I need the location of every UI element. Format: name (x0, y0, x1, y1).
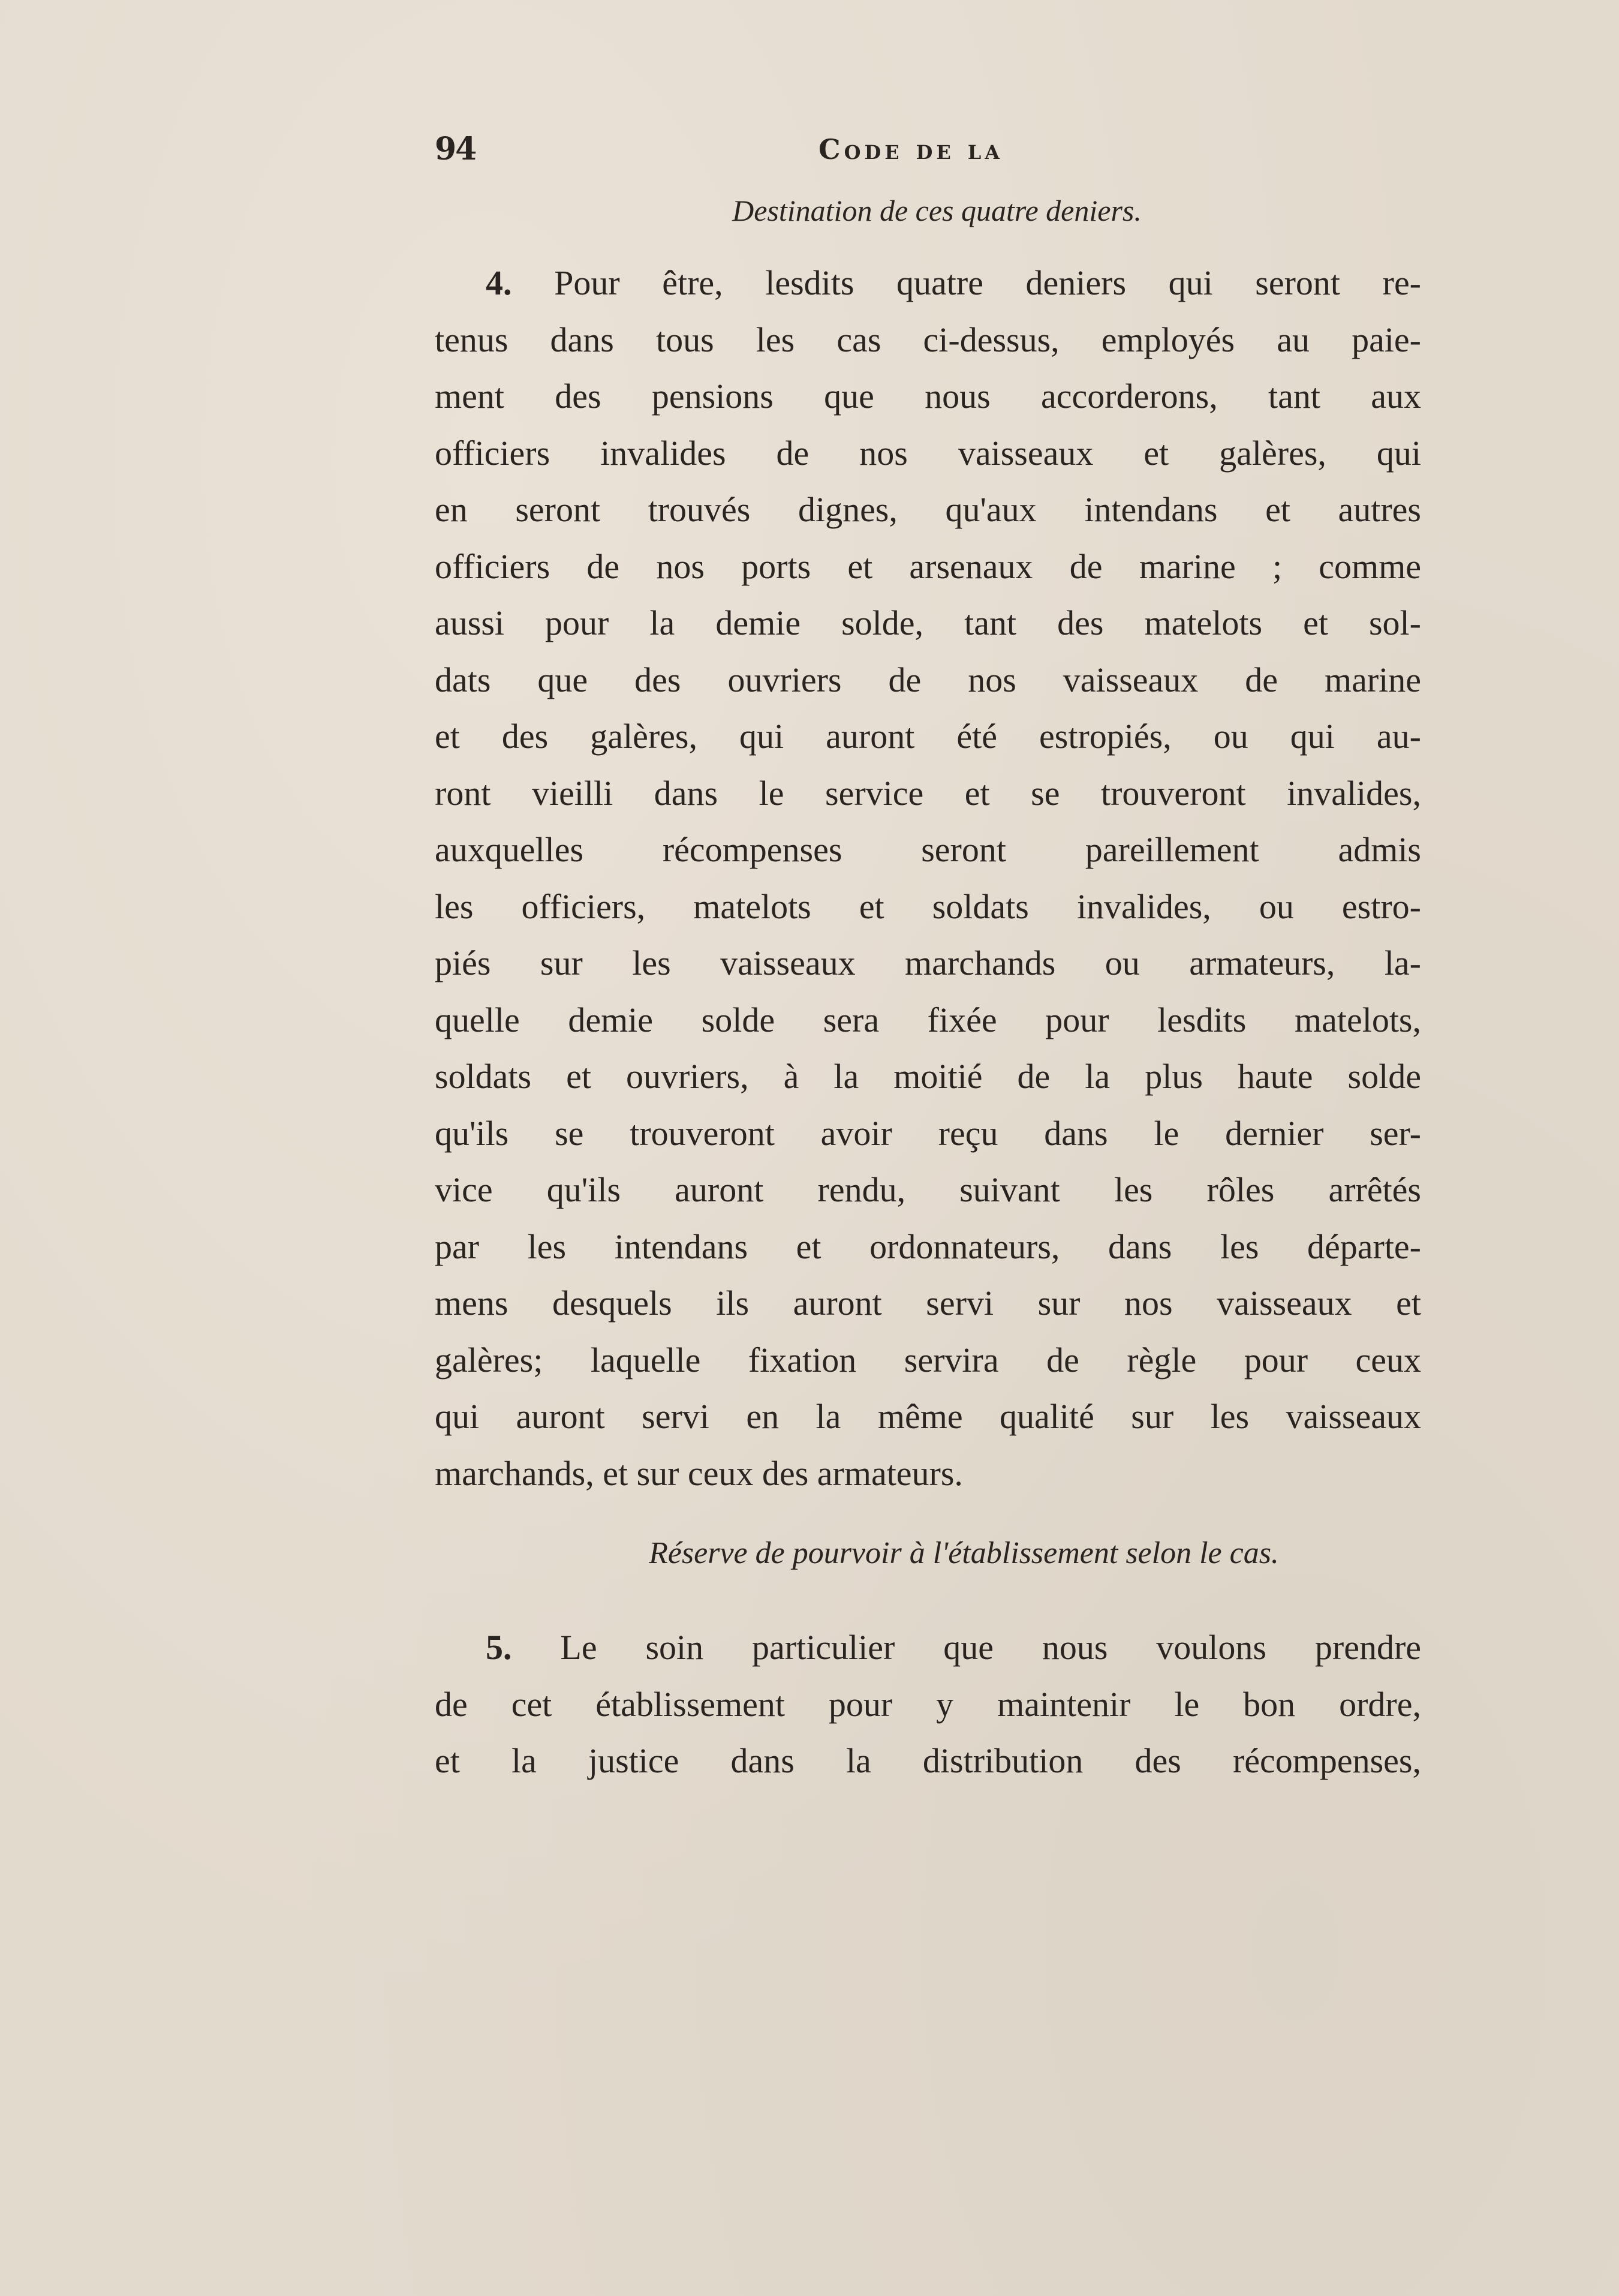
text-line: marchands, et sur ceux des armateurs. (435, 1453, 963, 1493)
text-line: les officiers, matelots et soldats invalides, ou estro- (435, 886, 1421, 926)
section-heading-destination: Destination de ces quatre deniers. (732, 194, 1142, 227)
article-number: 5. (486, 1628, 512, 1667)
section-heading-reserve: Réserve de pourvoir à l'établissement selon le cas. (649, 1536, 1279, 1570)
text-line: piés sur les vaisseaux marchands ou armateurs, la- (435, 943, 1421, 982)
text-line: vice qu'ils auront rendu, suivant les rôles arrêtés (435, 1170, 1421, 1209)
text-line: qu'ils se trouveront avoir reçu dans le dernier ser- (435, 1113, 1421, 1153)
text-line: auxquelles récompenses seront pareillement admis (435, 830, 1421, 869)
running-title: Code de la (818, 133, 1004, 166)
text-line: par les intendans et ordonnateurs, dans les départe- (435, 1227, 1421, 1266)
text-line: officiers invalides de nos vaisseaux et galères, qui (435, 433, 1421, 473)
article-number: 4. (486, 263, 512, 302)
article-4 (435, 255, 1421, 1502)
text-line: officiers de nos ports et arsenaux de marine ; comme (435, 546, 1421, 586)
text-line: 4. Pour être, lesdits quatre deniers qui seront re- (486, 263, 1421, 302)
text-line: 5. Le soin particulier que nous voulons prendre (486, 1628, 1421, 1667)
text-line: soldats et ouvriers, à la moitié de la plus haute solde (435, 1057, 1421, 1096)
text-line: dats que des ouvriers de nos vaisseaux de marine (435, 660, 1421, 699)
text-line: qui auront servi en la même qualité sur les vaisseaux (435, 1397, 1421, 1436)
text-line: de cet établissement pour y maintenir le bon ordre, (435, 1684, 1421, 1724)
article-5 (435, 1619, 1421, 1790)
text-line: mens desquels ils auront servi sur nos vaisseaux et (435, 1284, 1421, 1323)
text-line: et des galères, qui auront été estropiés, ou qui au- (435, 717, 1421, 756)
text-line: quelle demie solde sera fixée pour lesdits matelots, (435, 1000, 1421, 1039)
running-header (435, 131, 1421, 167)
text-line: en seront trouvés dignes, qu'aux intendans et autres (435, 490, 1421, 529)
text-line: ment des pensions que nous accorderons, tant aux (435, 377, 1421, 416)
text-line: ront vieilli dans le service et se trouveront invalides, (435, 773, 1421, 813)
text-line: tenus dans tous les cas ci-dessus, employés au paie- (435, 320, 1421, 359)
text-line: aussi pour la demie solde, tant des matelots et sol- (435, 603, 1421, 642)
text-line: et la justice dans la distribution des récompenses, (435, 1741, 1421, 1780)
page-number: 94 (435, 131, 476, 167)
text-line: galères; laquelle fixation servira de règle pour ceux (435, 1340, 1421, 1380)
